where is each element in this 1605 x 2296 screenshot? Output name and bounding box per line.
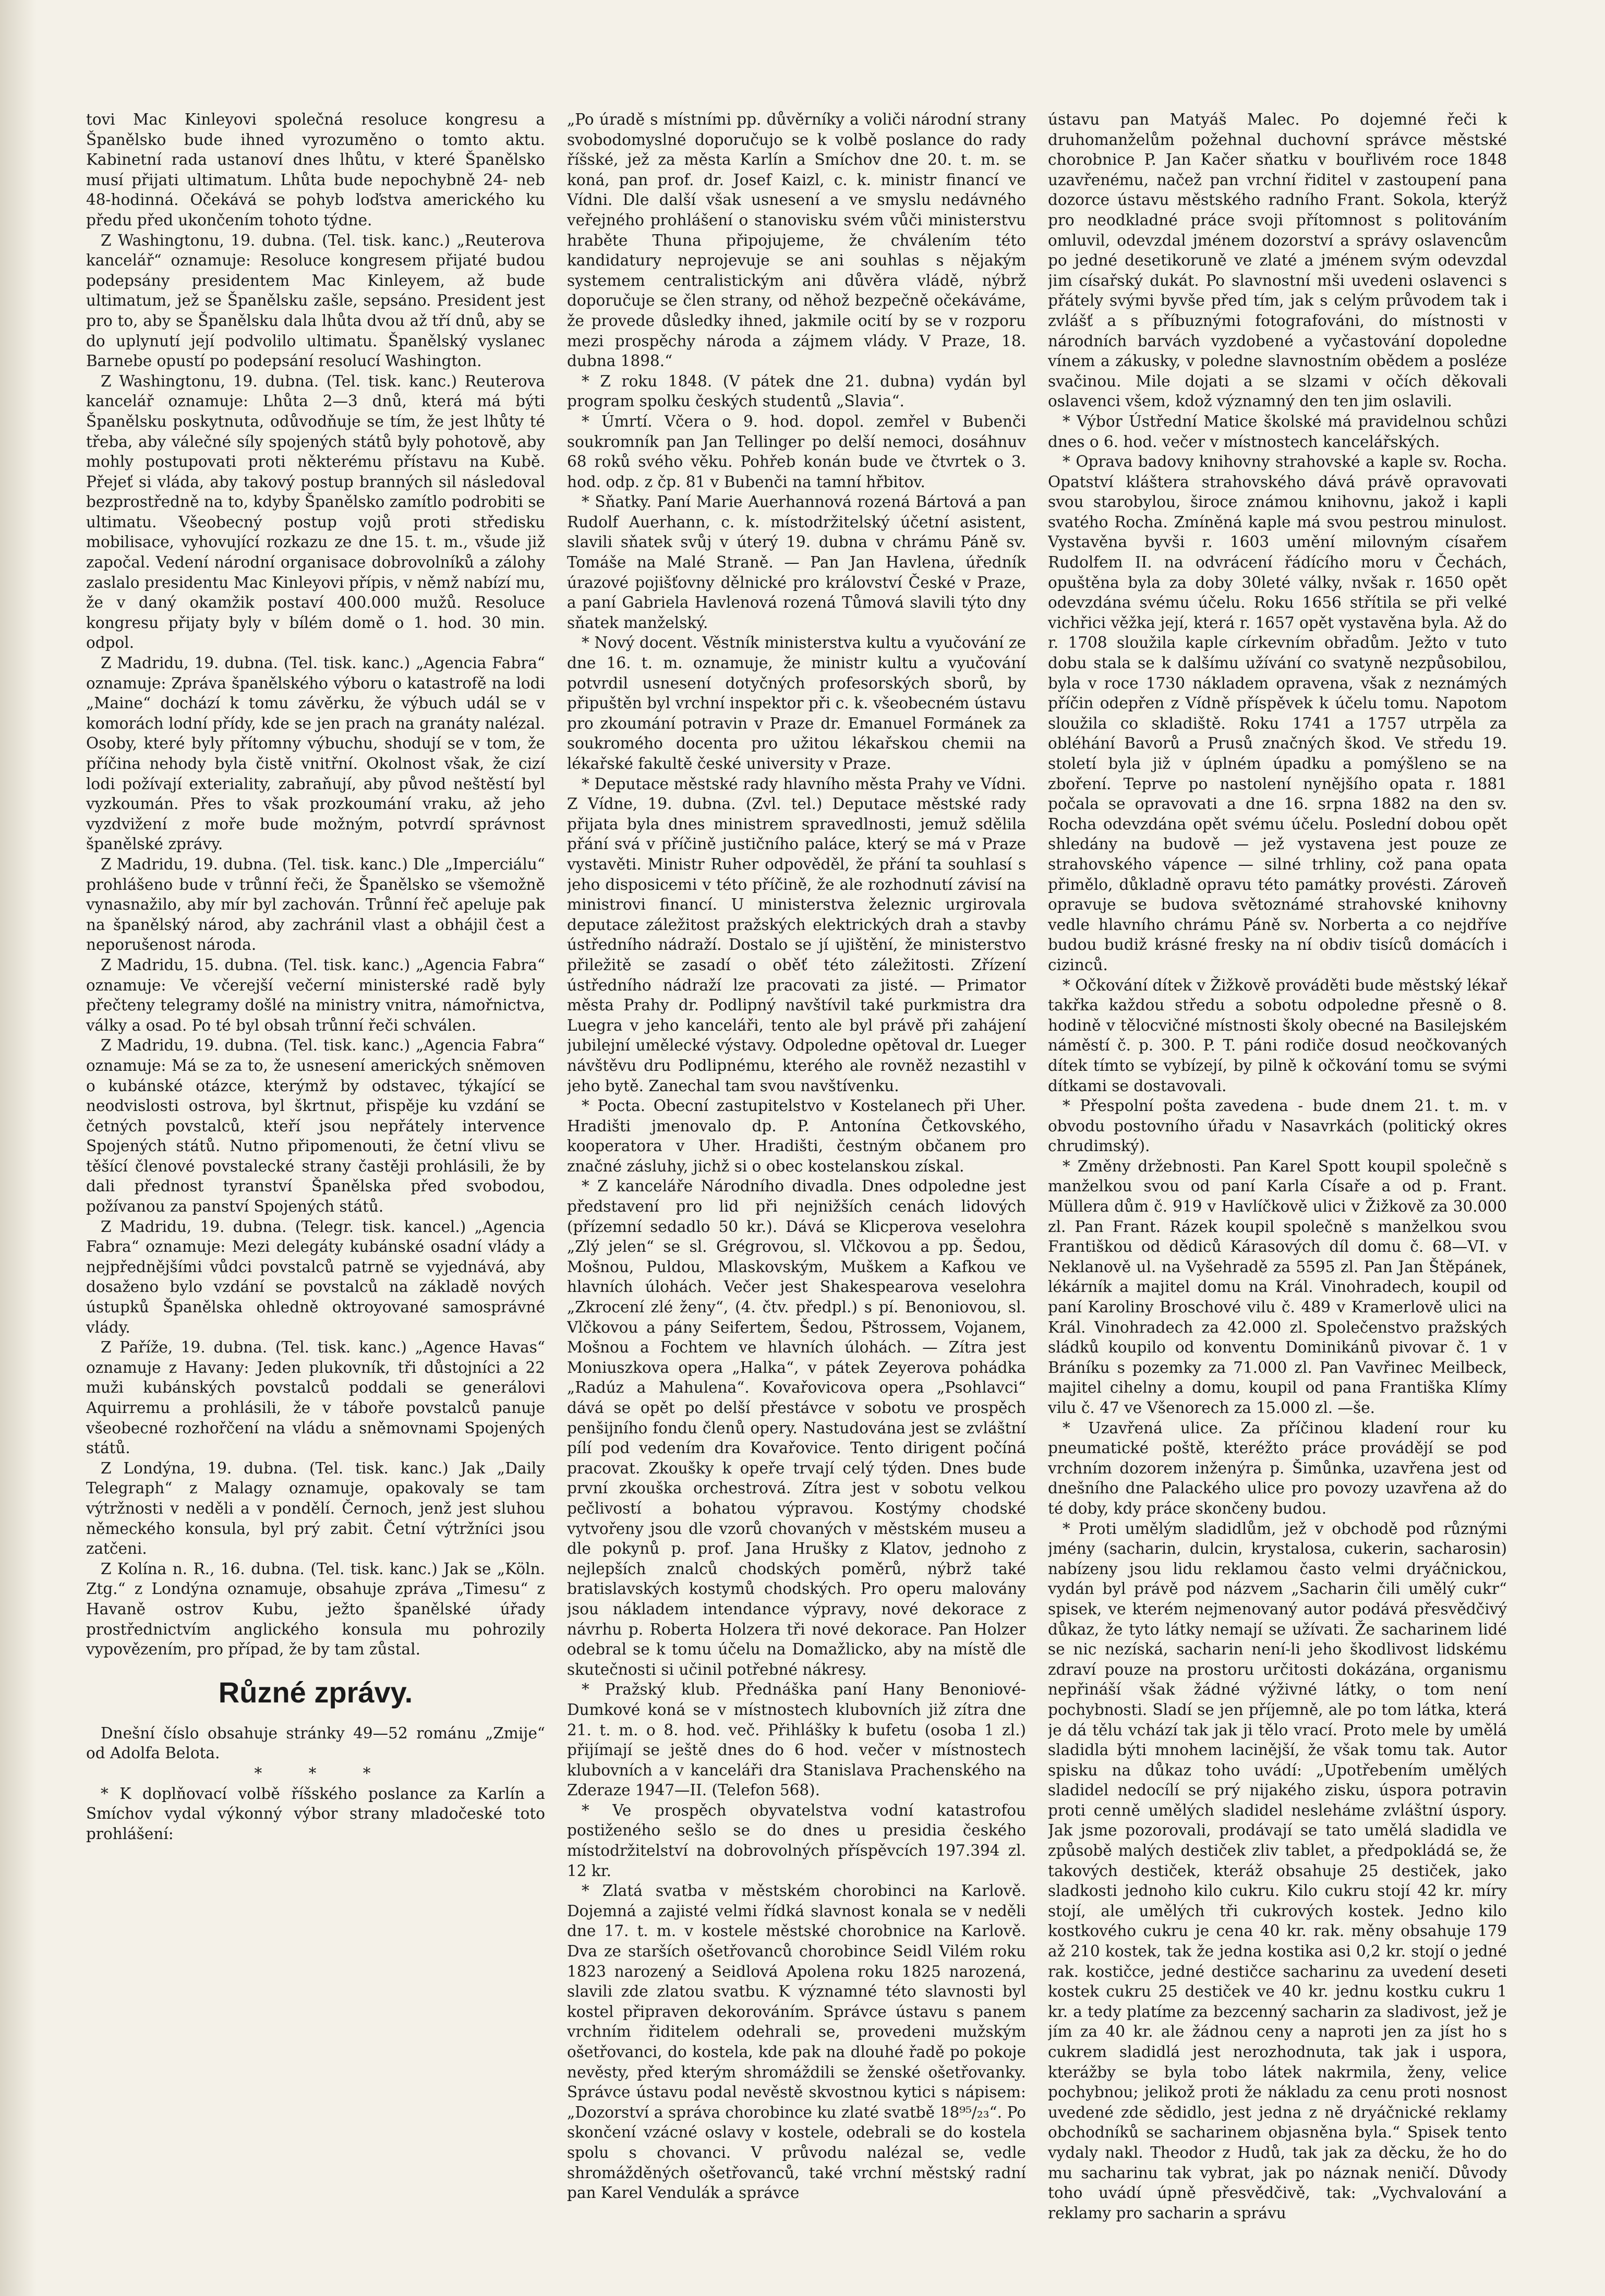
article-paragraph: Z Madridu, 19. dubna. (Tel. tisk. kanc.) Dle „Imperciálu“ prohlášeno bude v trůnní řeči, že Španělsko se všemožně vynasnažilo, aby mír byl zachován. Trůnní řeč apeluje pak na španělský národ, aby zachránil vlast a obhájil čest a neporušenost národa. (86, 855, 545, 954)
article-paragraph: * K doplňovací volbě říšského poslance za Karlín a Smíchov vydal výkonný výbor strany mladočeské toto prohlášení: (86, 1784, 545, 1843)
page-binding-shadow (0, 0, 37, 2296)
article-paragraph: Z Washingtonu, 19. dubna. (Tel. tisk. kanc.) Reuterova kancelář oznamuje: Lhůta 2—3 dnů, která má býti Španělsku poskytnuta, odůvodňuje se tím, že jest lhůty té třeba, aby válečné síly spojených států byly pohotově, aby mohly postupovati proti některému přístavu na Kubě. Přejeť si vláda, aby takový postup branných sil následoval bezprostředně na to, kdyby Španělsko zamítlo podrobiti se ultimatu. Všeobecný postup vojů proti středisku mobilisace, vyhovující rozkazu ze dne 15. t. m., všude již započal. Vedení národní organisace dobrovolníků a zálohy zaslalo presidentu Mac Kinleyovi přípis, v němž nabízí mu, že v daný okamžik postaví 400.000 mužů. Resoluce kongresu přijaty byly v bílém domě o 1. hod. 30 min. odpol. (86, 372, 545, 652)
column-2 (567, 110, 1026, 2238)
article-paragraph: Z Madridu, 15. dubna. (Tel. tisk. kanc.) „Agencia Fabra“ oznamuje: Ve včerejší večerní ministerské radě byly přečteny telegramy došlé na ministry vnitra, námořnictva, války a osad. Po té byl obsah trůnní řeči schválen. (86, 956, 545, 1034)
article-paragraph: * Uzavřená ulice. Za příčinou kladení rour ku pneumatické poště, kteréžto práce provádějí se pod vrchním dozorem inženýra p. Šimůnka, uzavřena jest od dnešního dne Palackého ulice pro povozy uzavřena až do té doby, kdy práce skončeny budou. (1048, 1419, 1507, 1517)
article-paragraph: Z Washingtonu, 19. dubna. (Tel. tisk. kanc.) „Reuterova kancelář“ oznamuje: Resoluce kongresem přijaté budou podepsány presidentem Mac Kinleyem, až bude ultimatum, jež se Španělsku zašle, sepsáno. President jest pro to, aby se Španělsku dala lhůta dvou až tří dnů, aby se do uplynutí její podvolilo ultimatu. Španělský vyslanec Barnebe opustí po podepsání resolucí Washington. (86, 231, 545, 370)
section-divider-stars: * * * (254, 1764, 392, 1782)
article-paragraph: * Výbor Ústřední Matice školské má pravidelnou schůzi dnes o 6. hod. večer v místnostech kancelářských. (1048, 412, 1507, 451)
article-paragraph: * Deputace městské rady hlavního města Prahy ve Vídni. Z Vídne, 19. dubna. (Zvl. tel.) Deputace městské rady přijata byla dnes ministrem spravedlnosti, jemuž sdělila přání svá v příčině justičního paláce, který se má v Praze vystavěti. Ministr Ruher odpověděl, že přání ta souhlasí s jeho disposicemi v této příčině, že ale rozhodnutí závisí na ministrovi financí. U ministerstva železnic urgirovala deputace záležitost pražských elektrických drah a stavby ústředního nádraží. Dostalo se jí ujištění, že ministerstvo přiležitě se zasadí o oběť této záležitosti. Zřízení ústředního nádraží lze pracovati za jisté. — Primator města Prahy dr. Podlipný navštívil také purkmistra dra Luegra v jeho kanceláři, tento ale byl právě při zahájení jubilejní umělecké výstavy. Odpoledne opětoval dr. Lueger návštěvu dru Podlipnému, kterého ale rovněž nezastihl v jeho bytě. Zanechal tam svou navštívenku. (567, 775, 1026, 1095)
article-paragraph: * Proti umělým sladidlům, jež v obchodě pod různými jmény (sacharin, dulcin, krystalosa, cukerin, sacharosin) nabízeny jsou lidu reklamou často velmi dryáčnickou, vydán byl právě pod názvem „Sacharin čili umělý cukr“ spisek, ve kterém nejmenovaný autor podává přesvědčivý důkaz, že tyto látky nemají se užívati. Že sacharinem lidé se nic nezíská, sacharin není-li jeho škodlivost lidskému zdraví pouze na prostoru určitosti dokázána, organismu nepřináší však žádné výživné látky, o tom není pochybnosti. Sladí se jen příjemně, ale po tom látka, která je dá tělu vchází tak jak ji tělo vrací. Proto mele by umělá sladidla býti mnohem lacinější, že však tomu tak. Autor spisku na důkaz toho uvádí: „Upotřebením umělých sladidel nedocílí se prý nijakého zisku, úspora potravin proti cenně umělých sladidel nesleháme zvláštní úspory. Jak jsme pozorovali, prodávají se tato umělá sladidla ve způsobě malých destiček zliv tablet, a předpokládá se, že takových destiček, kteráž obsahuje 25 destiček, jako sladkosti jednoho kilo cukru. Kilo cukru stojí 42 kr. míry stojí, ale umělých tři cukrových kostek. Jedno kilo kostkového cukru je cena 40 kr. rak. měny obsahuje 179 až 210 kostek, tak že jedna kostika asi 0,2 kr. stojí o jedné rak. kostičce, jedné destičce sacharinu za uvedení deseti kostek cukru 25 destiček ve 40 kr. jednu kostku cukru 1 kr. a tedy platíme za bezcenný sacharin za sladivost, jež je jím za 40 kr. ale žádnou ceny a naproti jen za jíst ho s cukrem sladidlá jest nerozhodnuta, tak jak i uspora, kterážby se byla tobo látek nakrmila, ženy, velice pochybnou; jelikož proti že nákladu za cenu proti nosnost uvedené zde sědidlo, jest jedna z ně dryáčnické reklamy obchodníků se sacharinem objasněna byla.“ Spisek tento vydaly nakl. Theodor z Hudů, tak jak za děcku, že ho do mu sacharinu tak vybrat, jak po náznak neničí. Důvody toho uvádí úpně přesvědčivě, tak: „Vychvalování a reklamy pro sacharin a správu (1048, 1519, 1507, 2222)
section-heading: Různé zprávy. (218, 1675, 413, 1709)
article-paragraph: tovi Mac Kinleyovi společná resoluce kongresu a Španělsko bude ihned vyrozuměno o tomto aktu. Kabinetní rada ustanoví dnes lhůtu, v které Španělsko musí přijati ultimatum. Lhůta bude nepochybně 24- neb 48-hodinná. Očekává se pohyb loďstva amerického ku předu před ukončením tohoto týdne. (86, 111, 545, 229)
article-paragraph: * Z kanceláře Národního divadla. Dnes odpoledne jest představení pro lid při nejnižších cenách lidových (přízemní sedadlo 50 kr.). Dává se Klicperova veselohra „Zlý jelen“ se sl. Grégrovou, sl. Vlčkovou a pp. Šedou, Mošnou, Puldou, Mlaskovským, Muškem a Kafkou ve hlavních úlohách. Večer jest Shakespearova veselohra „Zkrocení zlé ženy“, (4. čtv. předpl.) s pí. Benoniovou, sl. Vlčkovou a pány Seifertem, Šedou, Pštrossem, Vojanem, Mošnou a Fochtem ve hlavních úlohách. — Zítra jest Moniuszkova opera „Halka“, v pátek Zeyerova pohádka „Radúz a Mahulena“. Kovařovicova opera „Psohlavci“ dává se opět po delší přestávce v sobotu ve prospěch penšijního fondu členů opery. Nastudována jest se zvláštní pílí pod vedením dra Kovařovice. Tento dirigent počíná pracovat. Zkoušky k opeře trvají celý týden. Dnes bude první zkouška orchestrová. Zítra jest v sobotu velkou pečlivostí a bohatou výpravou. Kostýmy chodské vytvořeny jsou dle vzorů chovaných v městském museu a dle pokynů p. prof. Jana Hrušky z Klatov, jednoho z nejlepších znalců chodských poměrů, nýbrž také bratislavských kostymů chodských. Pro operu malovány jsou nákladem intendance výpravy, nové dekorace z návrhu p. Roberta Holzera tři nové dekorace. Pan Holzer odebral se k tomu účelu na Domažlicko, aby na místě dle skutečnosti si učinil potřebné nákresy. (567, 1177, 1026, 1678)
section-intro: Dnešní číslo obsahuje stránky 49—52 románu „Zmije“ od Adolfa Belota. (86, 1724, 545, 1762)
column-1 (86, 110, 545, 2238)
article-paragraph: „Po úradě s místními pp. důvěrníky a voliči národní strany svobodomyslné doporučujo se k volbě poslance do rady říšské, jež za města Karlín a Smíchov dne 20. t. m. se koná, pan prof. dr. Josef Kaizl, c. k. ministr financí ve Vídni. Dle další však usnesení a ve smyslu nedávného veřejného prohlášení o stanovisku svém vůči ministerstvu hraběte Thuna připojujeme, že chválením této kandidatury neprojevuje se ani souhlas s nějakým systemem centralistickým ani důvěra vládě, nýbrž doporučuje se člen strany, od něhož bezpečně očekáváme, že provede důsledky ihned, jakmile ocití by se v rozporu mezi prospěchy národa a zájmem vlády. V Praze, 18. dubna 1898.“ (567, 111, 1026, 370)
column-3 (1048, 110, 1507, 2238)
article-paragraph: * Oprava badovy knihovny strahovské a kaple sv. Rocha. Opatství kláštera strahovského dává právě opravovati svou starobylou, široce známou knihovnu, jakož i kapli svatého Rocha. Zmíněná kaple má svou pestrou minulost. Vystavěna byvši r. 1603 umění milovným císařem Rudolfem II. na odvrácení řádícího moru v Čechách, opuštěna byla za doby 30leté války, nvšak r. 1650 opět odevzdána svému účelu. Roku 1656 střítila se při velké vichřici věžka její, která r. 1657 opět vystavěna byla. Až do r. 1708 sloužila kaple církevním obřadům. Ježto v tuto dobu stala se k dalšímu užívání co svatyně nezpůsobilou, byla v roce 1730 nákladem opravena, však z neznámých příčin odepřen z Vídně příspěvek k účelu tomu. Napotom sloužila co skladiště. Roku 1741 a 1757 utrpěla za obléhání Bavorů a Prusů značných škod. Ve středu 19. století byla již v úplném úpadku a pomýšleno se na zboření. Teprve po nastolení nynějšího opata r. 1881 počala se opravovati a dne 16. srpna 1882 na den sv. Rocha odevzdána opět svému účelu. Poslední dobou opět shledány na budově — jež vystavena jest pouze ze strahovského vápence — silné trhliny, což pana opata přimělo, důkladně opravu této památky provésti. Zároveň opravuje se budova světoznámé strahovské knihovny vedle hlavního chrámu Páně sv. Norberta a co nejdříve budou budiž krásné fresky na ní obdiv tisíců domácích i cizinců. (1048, 453, 1507, 974)
article-paragraph: * Z roku 1848. (V pátek dne 21. dubna) vydán byl program spolku českých studentů „Slavia“. (567, 372, 1026, 410)
article-paragraph: * Pražský klub. Přednáška paní Hany Benoniové-Dumkové koná se v místnostech klubovních již zítra dne 21. t. m. o 8. hod. več. Přihlášky k bufetu (osoba 1 zl.) přijímají se ještě dnes do 6 hod. večer v místnostech klubovních a v kanceláři dra Stanislava Prachenského na Zderaze 1947—II. (Telefon 568). (567, 1681, 1026, 1799)
article-paragraph: * Ve prospěch obyvatelstva vodní katastrofou postiženého sešlo se do dnes u presidia českého místodržitelství na dobrovolných příspěvcích 197.394 zl. 12 kr. (567, 1801, 1026, 1880)
article-paragraph: Z Madridu, 19. dubna. (Tel. tisk. kanc.) „Agencia Fabra“ oznamuje: Má se za to, že usnesení amerických sněmoven o kubánské otázce, kterýmž by odstavec, týkající se neodvislosti ostrova, byl škrtnut, přispěje ku vzdání se četných povstalců, kteří jsou nepřátely intervence Spojených států. Nutno připomenouti, že četní vlivu se těšící členové povstalecké strany častěji prohlásili, že by dali přednost tyranství Španělska před svobodou, požívanou za panství Spojených států. (86, 1036, 545, 1216)
article-paragraph: * Přespolní pošta zavedena - bude dnem 21. t. m. v obvodu postovního úřadu v Nasavrkách (politický okres chrudimský). (1048, 1097, 1507, 1155)
article-paragraph: ústavu pan Matyáš Malec. Po dojemné řeči k druhomanželům požehnal duchovní správce městské chorobnice P. Jan Kačer sňatku v bouřlivém roce 1848 uzavřenému, načež pan vrchní řiditel v zastoupení pana dozorce ústavu městského radního Frant. Sokola, kterýž pro neodkladné práce svoji přítomnost s politováním omluvil, odevzdal jménem dozorství a správy oslavencům po jedné desetikoruně ve zlaté a jménem svým odevzdal jim císařský dukát. Po slavnostní mši uvedeni oslavenci s přátely svými byvše před tím, jak s celým průvodem tak i zvlášť a s příbuznými fotografováni, do místnosti v národních barvách vyzdobené a vyčastování dopoledne vínem a zákusky, v poledne slavnostním obědem a posléze svačinou. Mile dojati a se slzami v očích děkovali oslavenci všem, kdož významný den ten jim oslavili. (1048, 111, 1507, 410)
article-paragraph: * Pocta. Obecní zastupitelstvo v Kostelanech při Uher. Hradišti jmenovalo dp. P. Antonína Četkovského, kooperatora v Uher. Hradišti, čestným občanem pro značné zásluhy, jichž si o obec kostelanskou získal. (567, 1097, 1026, 1175)
article-paragraph: Z Paříže, 19. dubna. (Tel. tisk. kanc.) „Agence Havas“ oznamuje z Havany: Jeden plukovník, tři důstojníci a 22 muži kubánských povstalců poddali se generálovi Aquirremu a prohlásili, že v táboře povstalců panuje všeobecné rozhořčení na vládu a sněmovnami Spojených států. (86, 1338, 545, 1457)
article-paragraph: Z Londýna, 19. dubna. (Tel. tisk. kanc.) Jak „Daily Telegraph“ z Malagy oznamuje, opakovaly se tam výtržnosti v neděli a v pondělí. Černoch, jenž jest sluhou německého konsula, byl prý zabit. Četní výtržníci jsou zatčeni. (86, 1459, 545, 1558)
article-paragraph: * Úmrtí. Včera o 9. hod. dopol. zemřel v Bubenči soukromník pan Jan Tellinger po delší nemoci, dosáhnuv 68 roků svého věku. Pohřeb konán bude ve čtvrtek o 3. hod. odp. z čp. 81 v Bubenči na tamní hřbitov. (567, 412, 1026, 491)
article-paragraph: * Nový docent. Věstník ministerstva kultu a vyučování ze dne 16. t. m. oznamuje, že ministr kultu a vyučování potvrdil usnesení dotyčných profesorských sborů, by připuštěn byl vrchní inspektor při c. k. všeobecném ústavu pro zkoumání potravin v Praze dr. Emanuel Formánek za soukromého docenta pro užitou lékařskou chemii na lékařské fakultě české university v Praze. (567, 634, 1026, 772)
article-paragraph: Z Kolína n. R., 16. dubna. (Tel. tisk. kanc.) Jak se „Köln. Ztg.“ z Londýna oznamuje, obsahuje zpráva „Timesu“ z Havaně ostrov Kubu, ježto španělské úřady prostřednictvím anglického konsula mu pohrozily vypovězením, pro případ, že by tam zůstal. (86, 1560, 545, 1659)
article-paragraph: Z Madridu, 19. dubna. (Tel. tisk. kanc.) „Agencia Fabra“ oznamuje: Zpráva španělského výboru o katastrofě na lodi „Maine“ dochází k tomu závěrku, že výbuch udál se v komorách lodní přídy, kde se jen prach na granáty nalézal. Osoby, které byly přítomny výbuchu, shodují se v tom, že příčina nehody byla čistě vnitřní. Okolnost však, že cizí lodi požívají exteriality, zabraňují, aby původ neštěstí byl vyzkoumán. Přes to však prozkoumání vraku, až jeho vyzdvižení z moře bude možným, potvrdí správnost španělské zprávy. (86, 654, 545, 853)
article-paragraph: * Zlatá svatba v městském chorobinci na Karlově. Dojemná a zajisté velmi řídká slavnost konala se v neděli dne 17. t. m. v kostele městské chorobnice na Karlově. Dva ze starších ošetřovanců chorobince Seidl Vilém roku 1823 narozený a Seidlová Apolena roku 1825 narozená, slavili zde zlatou svatbu. K významné této slavnosti byl kostel připraven dekorováním. Správce ústavu s panem vrchním řiditelem odehrali se, provedeni mužským ošetřovanci, do kostela, kde pak na dlouhé řadě po pokoje nevěsty, před kterým shromáždili se ženské ošetřovanky. Správce ústavu podal nevěstě skvostnou kytici s nápisem: „Dozorství a správa chorobince ku zlaté svatbě 18⁹⁵/₂₃“. Po skončení vzácné oslavy v kostele, odebrali se do kostela spolu s chovanci. V průvodu nalézal se, vedle shromážděných ošetřovanců, také vrchní městský radní pan Karel Vendulák a správce (567, 1882, 1026, 2202)
article-paragraph: Z Madridu, 19. dubna. (Telegr. tisk. kancel.) „Agencia Fabra“ oznamuje: Mezi delegáty kubánské osadní vlády a nejpřednějšími vůdci povstalců patrně se vyjednává, aby dosaženo bylo vzdání se povstalců na základě nových ústupků Španělska ohledně oktroyované samosprávné vlády. (86, 1217, 545, 1336)
text-columns (86, 110, 1519, 2238)
article-paragraph: * Změny držebnosti. Pan Karel Spott koupil společně s manželkou svou od paní Karla Císaře a od p. Frant. Müllera dům č. 919 v Havlíčkově ulici v Žižkově za 30.000 zl. Pan Frant. Rázek koupil společně s manželkou svou Františkou od dědiců Kárasových díl domu č. 68—VI. v Neklanově ul. na Vyšehradě za 5595 zl. Pan Jan Štěpánek, lékárník a majitel domu na Král. Vinohradech, koupil od paní Karoliny Broschové vilu č. 489 v Kramerlově ulici na Král. Vinohradech za 42.000 zl. Společenstvo pražských sládků koupilo od konventu Dominikánů pivovar č. 1 v Bráníku s pozemky za 71.000 zl. Pan Vavřinec Meilbeck, majitel cihelny a domu, koupil od pana Františka Klímy vilu č. 47 ve Všenorech za 15.000 zl. —še. (1048, 1157, 1507, 1417)
article-paragraph: * Sňatky. Paní Marie Auerhannová rozená Bártová a pan Rudolf Auerhann, c. k. místodržitelský účetní asistent, slavili sňatek svůj v úterý 19. dubna v chrámu Páně sv. Tomáše na Malé Straně. — Pan Jan Havlena, úředník úrazové pojišťovny dělnické pro království České v Praze, a paní Gabriela Havlenová rozená Tůmová slavili týto dny sňatek manželský. (567, 493, 1026, 632)
article-paragraph: * Očkování dítek v Žižkově prováděti bude městský lékař takřka každou středu a sobotu odpoledne přesně o 8. hodině v tělocvičné místnosti školy obecné na Basilejském náměstí č. p. 300. P. T. páni rodiče dosud neočkovaných dítek tímto se vybízejí, by pilně k očkování tomu se svými dítkami se dostavovali. (1048, 976, 1507, 1095)
